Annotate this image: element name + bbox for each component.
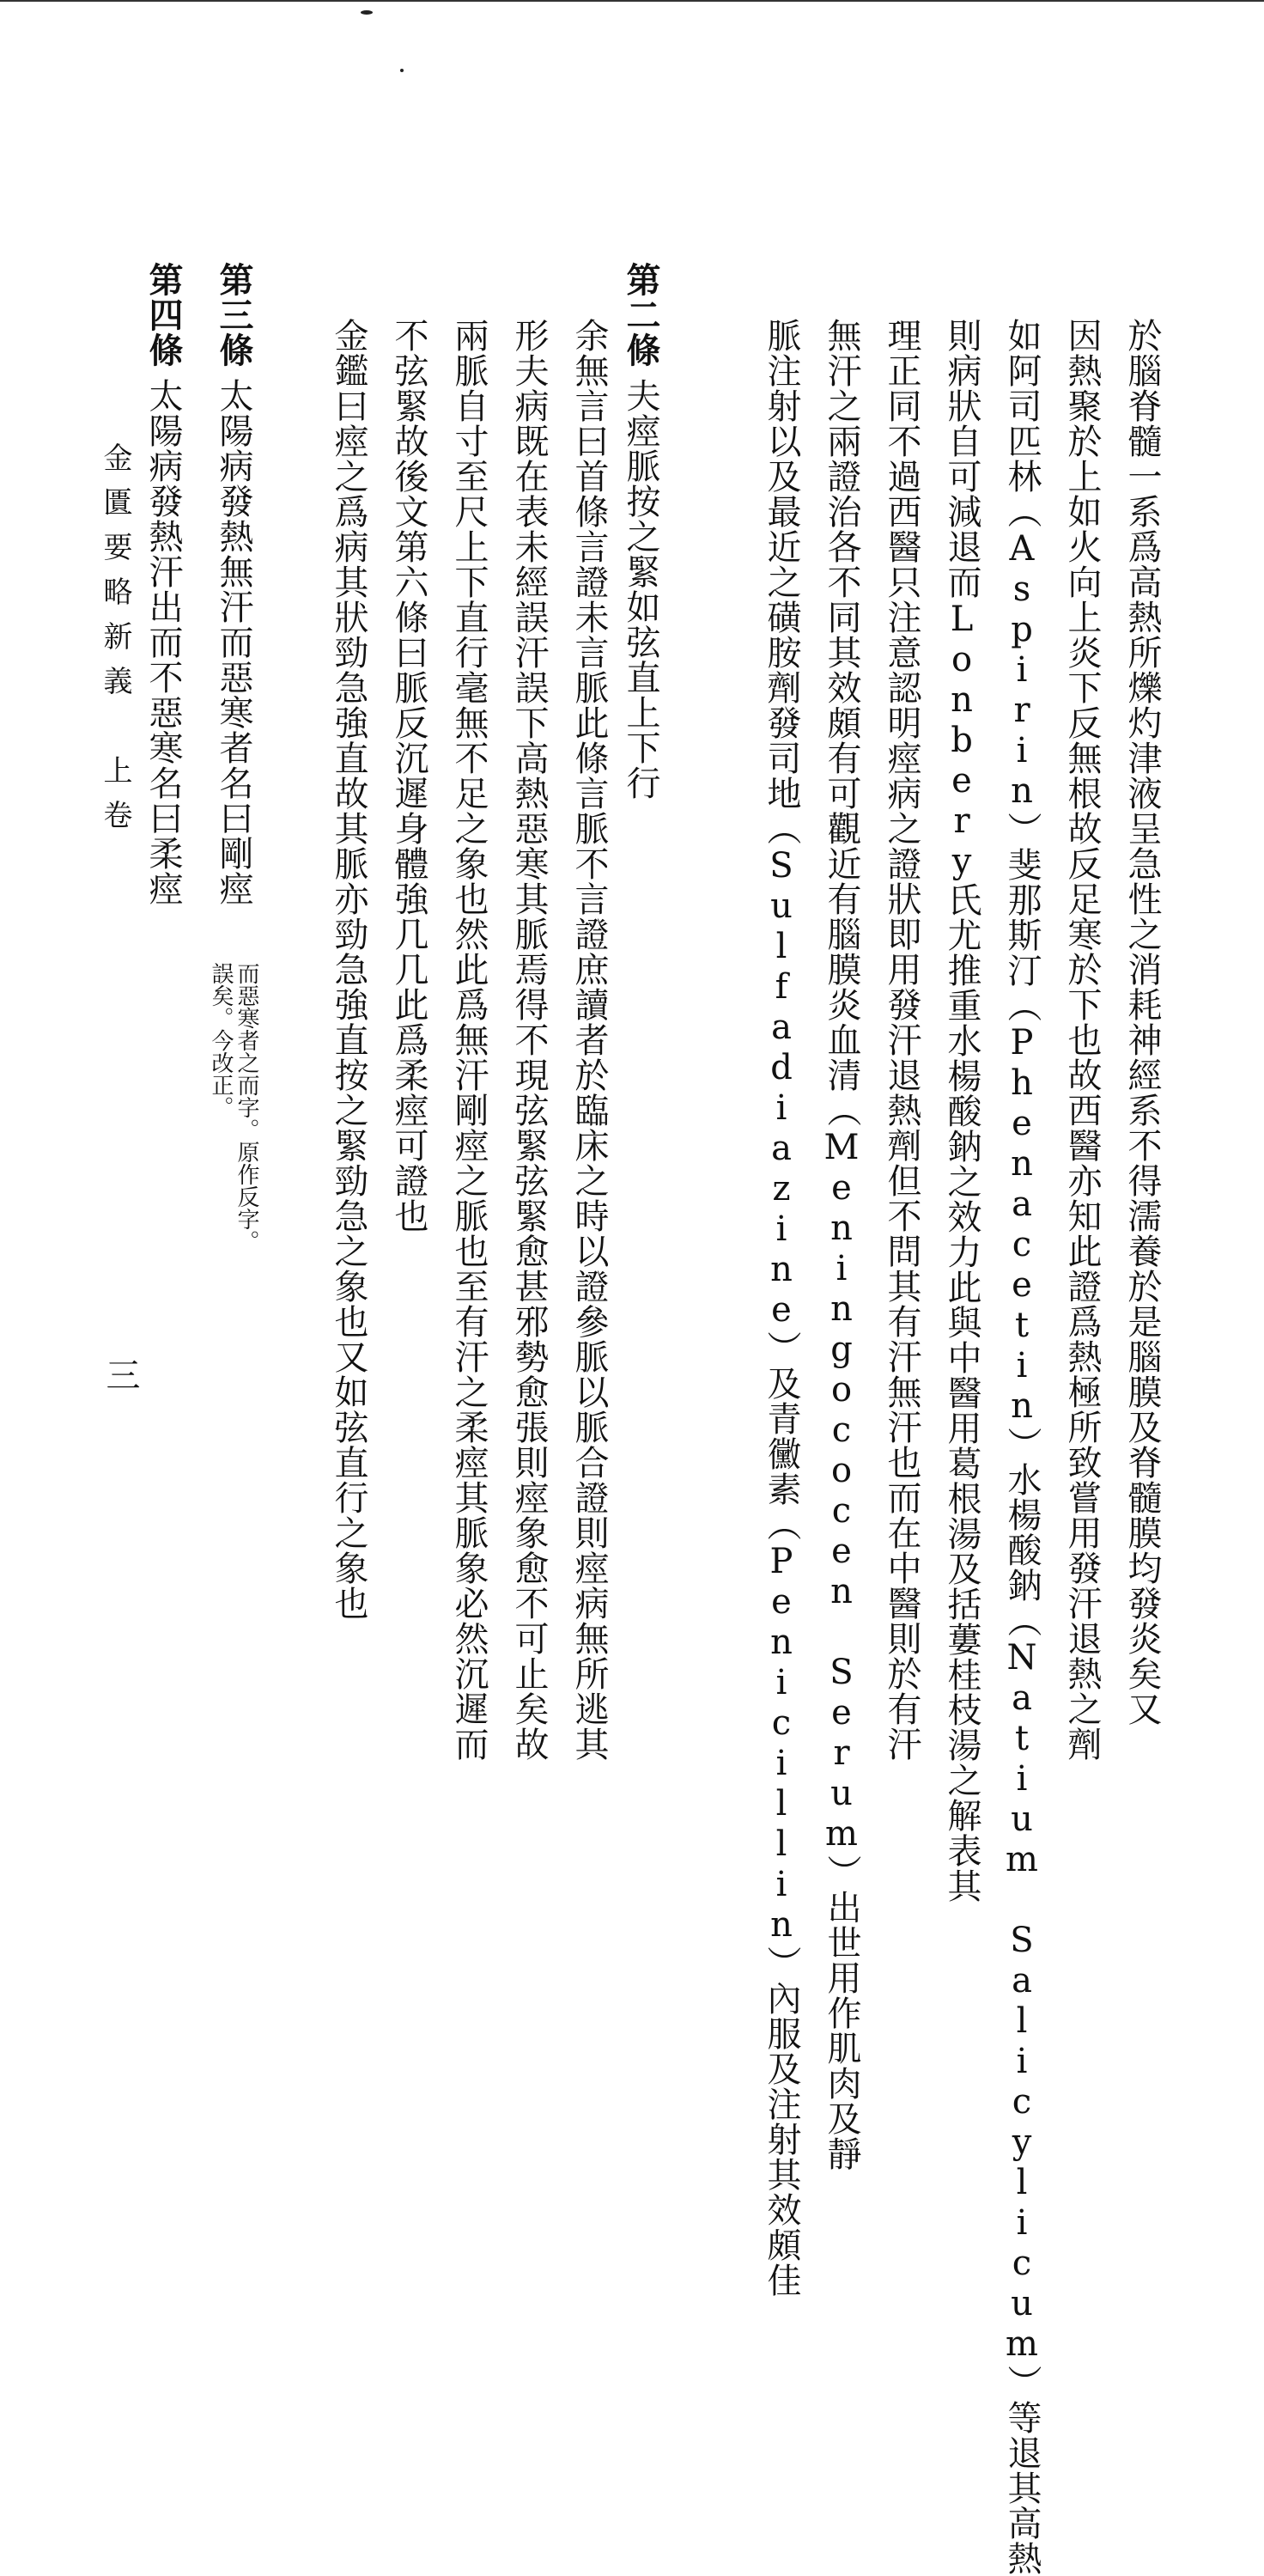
text-column: 則病狀自可減退而Lonbery氏尤推重水楊酸鈉之效力此與中醫用葛根湯及括蔞桂枝湯之解表其 bbox=[942, 318, 981, 1903]
page-number: 三 bbox=[100, 1357, 140, 1392]
commentary-column: 不弦緊故後文第六條曰脈反沉遲身體強几几此爲柔痙可證也 bbox=[389, 318, 428, 1233]
scan-top-edge bbox=[0, 0, 1264, 2]
article-text: 太陽病發熱汗出而不惡寒名曰柔痙 bbox=[143, 378, 183, 906]
text-column: 因熱聚於上如火向上炎下反無根故反足寒於下也故西醫亦知此證爲熱極所致嘗用發汗退熱之劑 bbox=[1062, 318, 1102, 1762]
text-column: 理正同不過西醫只注意認明痙病之證狀即用發汗退熱劑但不問其有汗無汗也而在中醫則於有汗 bbox=[882, 318, 921, 1762]
article-text: 太陽病發熱無汗而惡寒者名曰剛痙 bbox=[214, 378, 253, 906]
text-column: 脈注射以及最近之磺胺劑發司地（Sulfadiazine）及青黴素（Penicillin）內服及注射其效頗佳 bbox=[762, 318, 801, 2298]
text-column: 於腦脊髓一系爲高熱所爍灼津液呈急性之消耗神經系不得濡養於是腦膜及脊髓膜均發炎矣又 bbox=[1122, 318, 1162, 1726]
article-heading: 第二條 bbox=[621, 262, 661, 368]
text-column: 無汗之兩證治各不同其效頗有可觀近有腦膜炎血清（Meningococen Serum）出世用作肌肉及靜 bbox=[822, 318, 861, 2171]
article-text: 夫痙脈按之緊如弦直上下行 bbox=[621, 378, 660, 801]
editor-note: 而惡寒者之而字。原作反字。誤矣。今改正。 bbox=[208, 962, 259, 1252]
commentary-column: 余無言曰首條言證未言脈此條言脈不言證庶讀者於臨床之時以證參脈以脈合證則痙病無所逃其 bbox=[569, 318, 609, 1762]
article-heading: 第三條 bbox=[214, 262, 254, 368]
scan-speck bbox=[400, 69, 404, 72]
running-title: 金匱要略新義 上卷 bbox=[98, 442, 132, 844]
commentary-column: 形夫病既在表未經誤汗誤下高熱惡寒其脈焉得不現弦緊弦緊愈甚邪勢愈張則痙象愈不可止矣故 bbox=[509, 318, 549, 1762]
scan-speck bbox=[361, 10, 373, 15]
commentary-column: 兩脈自寸至尺上下直行毫無不足之象也然此爲無汗剛痙之脈也至有汗之柔痙其脈象必然沉遲而 bbox=[449, 318, 489, 1762]
article-heading: 第四條 bbox=[143, 262, 184, 368]
quotation-column: 金鑑曰痙之爲病其狀勁急強直故其脈亦勁急強直按之緊勁急之象也又如弦直行之象也 bbox=[329, 318, 368, 1621]
text-column: 如阿司匹林（Aspirin）斐那斯汀（Phenacetin）水楊酸鈉（Natium Salicylicum）等退其高熱 bbox=[1002, 318, 1042, 2576]
